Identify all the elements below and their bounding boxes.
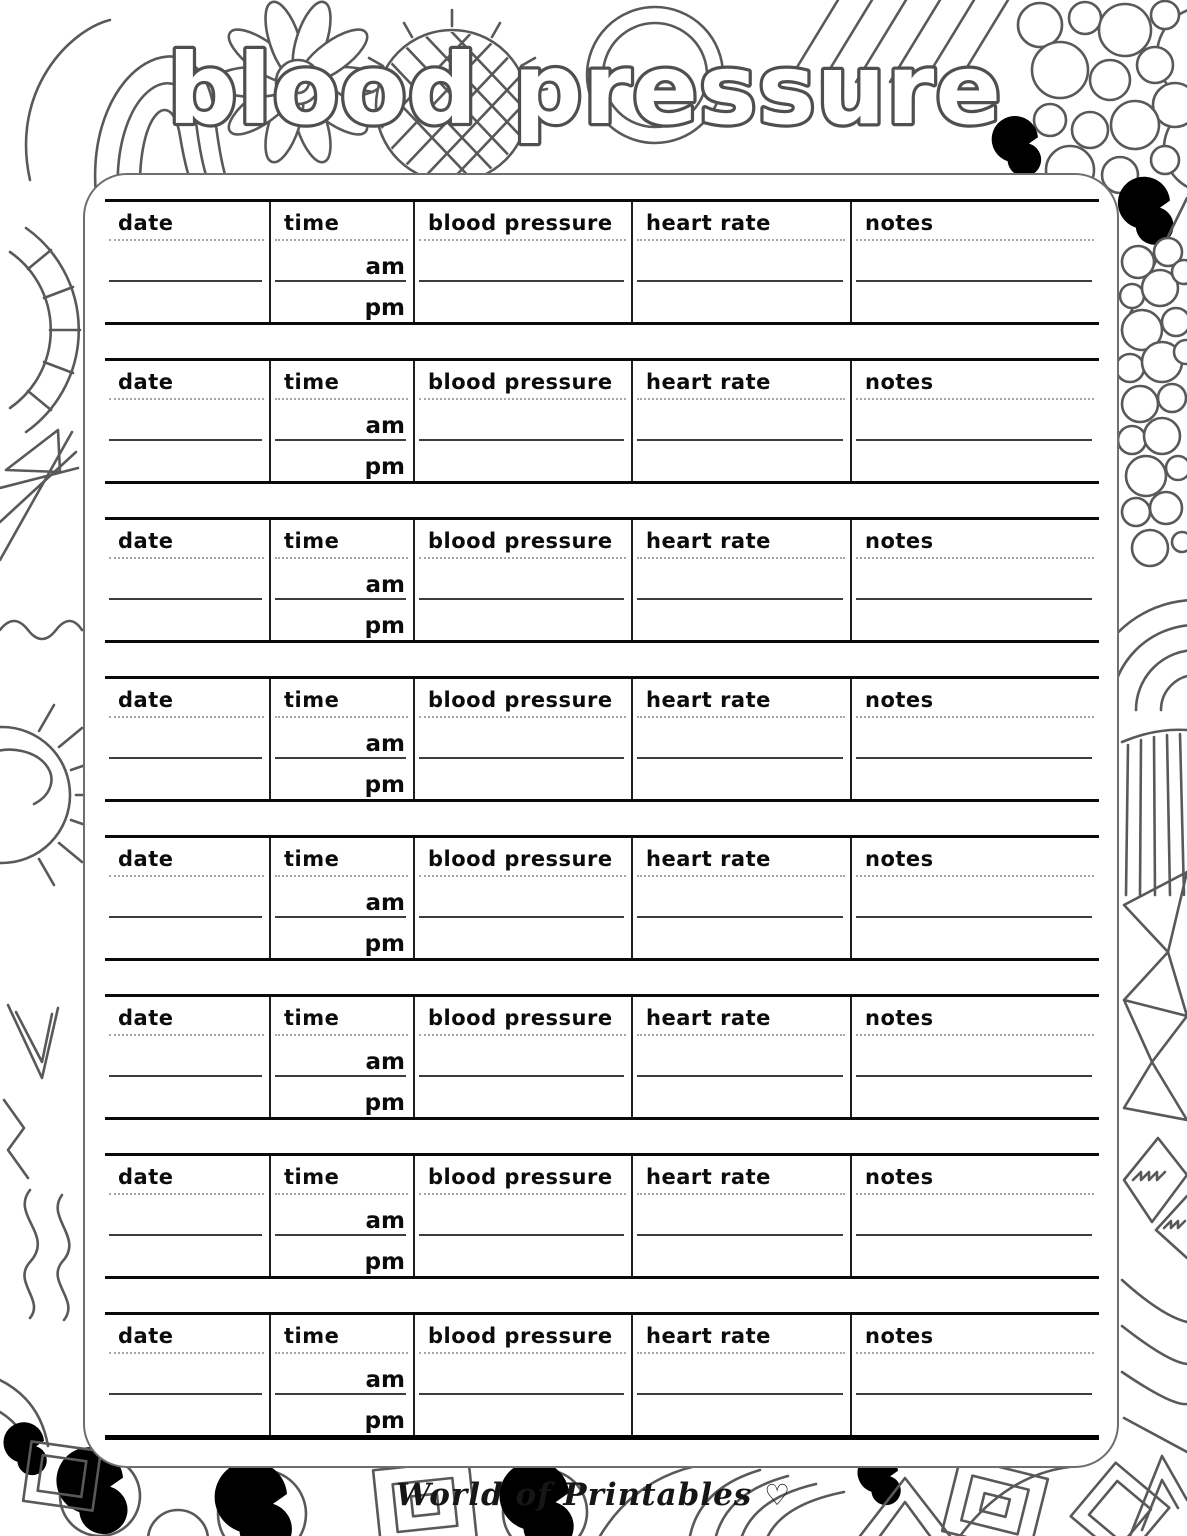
notes-field-pm bbox=[852, 1394, 1099, 1435]
header-row bbox=[105, 679, 1099, 717]
column-header-notes: notes bbox=[865, 1165, 934, 1189]
column-header-heart-rate: heart rate bbox=[646, 847, 771, 871]
time-field-pm bbox=[271, 1076, 415, 1117]
am-label: am bbox=[365, 413, 405, 439]
pm-entry-row bbox=[105, 1394, 1099, 1435]
date-field-pm bbox=[105, 917, 271, 958]
header-cell-date bbox=[105, 520, 271, 558]
am-label: am bbox=[365, 1367, 405, 1393]
heart-rate-field-pm bbox=[633, 1235, 852, 1276]
header-cell-heart-rate bbox=[633, 1315, 852, 1353]
pm-label: pm bbox=[364, 1408, 405, 1434]
column-header-notes: notes bbox=[865, 688, 934, 712]
column-header-time: time bbox=[284, 370, 340, 394]
am-label: am bbox=[365, 731, 405, 757]
column-header-time: time bbox=[284, 1006, 340, 1030]
notes-field-pm bbox=[852, 281, 1099, 322]
column-header-date: date bbox=[118, 1165, 174, 1189]
time-field-am bbox=[271, 1353, 415, 1394]
date-field-pm bbox=[105, 1235, 271, 1276]
header-cell-time bbox=[271, 361, 415, 399]
header-cell-notes bbox=[852, 679, 1099, 717]
heart-rate-field-pm bbox=[633, 1076, 852, 1117]
blood-pressure-field-am bbox=[415, 558, 633, 599]
header-cell-time bbox=[271, 679, 415, 717]
column-header-notes: notes bbox=[865, 211, 934, 235]
header-cell-notes bbox=[852, 1156, 1099, 1194]
column-header-heart-rate: heart rate bbox=[646, 1324, 771, 1348]
date-field-pm bbox=[105, 1076, 271, 1117]
header-cell-blood-pressure bbox=[415, 997, 633, 1035]
date-field-am bbox=[105, 876, 271, 917]
heart-rate-field-am bbox=[633, 1035, 852, 1076]
column-header-time: time bbox=[284, 688, 340, 712]
time-field-am bbox=[271, 717, 415, 758]
notes-field-am bbox=[852, 558, 1099, 599]
pm-label: pm bbox=[364, 295, 405, 321]
date-field-pm bbox=[105, 440, 271, 481]
column-header-time: time bbox=[284, 847, 340, 871]
column-header-blood-pressure: blood pressure bbox=[428, 529, 613, 553]
log-section bbox=[105, 994, 1099, 1120]
am-entry-row bbox=[105, 1035, 1099, 1076]
blood-pressure-field-pm bbox=[415, 440, 633, 481]
notes-field-pm bbox=[852, 1235, 1099, 1276]
pm-entry-row bbox=[105, 281, 1099, 322]
pm-label: pm bbox=[364, 931, 405, 957]
header-cell-notes bbox=[852, 202, 1099, 240]
notes-field-pm bbox=[852, 758, 1099, 799]
column-header-blood-pressure: blood pressure bbox=[428, 370, 613, 394]
log-section bbox=[105, 199, 1099, 325]
header-cell-blood-pressure bbox=[415, 1315, 633, 1353]
time-field-pm bbox=[271, 1235, 415, 1276]
log-sections bbox=[105, 199, 1099, 1440]
header-cell-blood-pressure bbox=[415, 838, 633, 876]
pm-entry-row bbox=[105, 599, 1099, 640]
blood-pressure-field-pm bbox=[415, 758, 633, 799]
am-label: am bbox=[365, 572, 405, 598]
date-field-pm bbox=[105, 599, 271, 640]
am-label: am bbox=[365, 890, 405, 916]
column-header-notes: notes bbox=[865, 1324, 934, 1348]
date-field-am bbox=[105, 399, 271, 440]
header-cell-notes bbox=[852, 1315, 1099, 1353]
column-header-time: time bbox=[284, 529, 340, 553]
header-cell-heart-rate bbox=[633, 1156, 852, 1194]
blood-pressure-field-am bbox=[415, 876, 633, 917]
time-field-am bbox=[271, 558, 415, 599]
notes-field-am bbox=[852, 399, 1099, 440]
notes-field-am bbox=[852, 1035, 1099, 1076]
time-field-pm bbox=[271, 758, 415, 799]
log-section bbox=[105, 517, 1099, 643]
am-label: am bbox=[365, 254, 405, 280]
notes-field-pm bbox=[852, 1076, 1099, 1117]
am-entry-row bbox=[105, 1194, 1099, 1235]
column-header-date: date bbox=[118, 847, 174, 871]
heart-icon: ♡ bbox=[764, 1478, 792, 1512]
log-section bbox=[105, 835, 1099, 961]
log-section bbox=[105, 676, 1099, 802]
time-field-pm bbox=[271, 440, 415, 481]
column-header-time: time bbox=[284, 211, 340, 235]
pm-label: pm bbox=[364, 772, 405, 798]
blood-pressure-field-pm bbox=[415, 917, 633, 958]
heart-rate-field-pm bbox=[633, 758, 852, 799]
time-field-am bbox=[271, 240, 415, 281]
column-header-date: date bbox=[118, 529, 174, 553]
am-entry-row bbox=[105, 876, 1099, 917]
column-header-heart-rate: heart rate bbox=[646, 211, 771, 235]
header-cell-notes bbox=[852, 361, 1099, 399]
column-header-date: date bbox=[118, 1324, 174, 1348]
blood-pressure-field-am bbox=[415, 1353, 633, 1394]
heart-rate-field-pm bbox=[633, 281, 852, 322]
notes-field-pm bbox=[852, 440, 1099, 481]
header-cell-date bbox=[105, 1315, 271, 1353]
time-field-pm bbox=[271, 1394, 415, 1435]
heart-rate-field-am bbox=[633, 1194, 852, 1235]
page-title-text: blood pressure bbox=[167, 33, 1003, 146]
notes-field-am bbox=[852, 1194, 1099, 1235]
header-row bbox=[105, 361, 1099, 399]
header-cell-notes bbox=[852, 997, 1099, 1035]
header-cell-date bbox=[105, 838, 271, 876]
header-cell-time bbox=[271, 838, 415, 876]
am-entry-row bbox=[105, 717, 1099, 758]
heart-rate-field-am bbox=[633, 558, 852, 599]
blood-pressure-field-pm bbox=[415, 599, 633, 640]
heart-rate-field-am bbox=[633, 1353, 852, 1394]
header-row bbox=[105, 202, 1099, 240]
notes-field-am bbox=[852, 240, 1099, 281]
heart-rate-field-pm bbox=[633, 440, 852, 481]
column-header-blood-pressure: blood pressure bbox=[428, 688, 613, 712]
log-section bbox=[105, 1312, 1099, 1440]
time-field-am bbox=[271, 1035, 415, 1076]
notes-field-am bbox=[852, 717, 1099, 758]
column-header-date: date bbox=[118, 688, 174, 712]
date-field-am bbox=[105, 1194, 271, 1235]
header-cell-time bbox=[271, 520, 415, 558]
heart-rate-field-am bbox=[633, 717, 852, 758]
pm-entry-row bbox=[105, 917, 1099, 958]
header-cell-heart-rate bbox=[633, 520, 852, 558]
header-cell-date bbox=[105, 361, 271, 399]
header-cell-time bbox=[271, 1156, 415, 1194]
date-field-am bbox=[105, 558, 271, 599]
header-cell-notes bbox=[852, 838, 1099, 876]
column-header-notes: notes bbox=[865, 370, 934, 394]
brand-name: World of Printables bbox=[395, 1477, 753, 1513]
pm-label: pm bbox=[364, 613, 405, 639]
column-header-heart-rate: heart rate bbox=[646, 529, 771, 553]
date-field-am bbox=[105, 240, 271, 281]
am-entry-row bbox=[105, 1353, 1099, 1394]
header-cell-blood-pressure bbox=[415, 679, 633, 717]
date-field-am bbox=[105, 1035, 271, 1076]
header-cell-heart-rate bbox=[633, 997, 852, 1035]
am-entry-row bbox=[105, 558, 1099, 599]
header-cell-time bbox=[271, 1315, 415, 1353]
date-field-pm bbox=[105, 758, 271, 799]
column-header-blood-pressure: blood pressure bbox=[428, 1165, 613, 1189]
time-field-pm bbox=[271, 599, 415, 640]
header-cell-blood-pressure bbox=[415, 1156, 633, 1194]
pm-label: pm bbox=[364, 454, 405, 480]
heart-rate-field-am bbox=[633, 399, 852, 440]
header-cell-date bbox=[105, 997, 271, 1035]
header-cell-heart-rate bbox=[633, 361, 852, 399]
column-header-date: date bbox=[118, 370, 174, 394]
header-cell-heart-rate bbox=[633, 202, 852, 240]
pm-entry-row bbox=[105, 440, 1099, 481]
heart-rate-field-pm bbox=[633, 917, 852, 958]
blood-pressure-field-pm bbox=[415, 1076, 633, 1117]
pm-entry-row bbox=[105, 1076, 1099, 1117]
notes-field-pm bbox=[852, 599, 1099, 640]
blood-pressure-field-am bbox=[415, 717, 633, 758]
pm-label: pm bbox=[364, 1090, 405, 1116]
am-label: am bbox=[365, 1049, 405, 1075]
time-field-am bbox=[271, 399, 415, 440]
blood-pressure-field-pm bbox=[415, 1235, 633, 1276]
column-header-heart-rate: heart rate bbox=[646, 370, 771, 394]
column-header-date: date bbox=[118, 1006, 174, 1030]
time-field-pm bbox=[271, 917, 415, 958]
pm-entry-row bbox=[105, 758, 1099, 799]
time-field-am bbox=[271, 876, 415, 917]
header-cell-blood-pressure bbox=[415, 361, 633, 399]
pm-entry-row bbox=[105, 1235, 1099, 1276]
pm-label: pm bbox=[364, 1249, 405, 1275]
date-field-pm bbox=[105, 1394, 271, 1435]
log-section bbox=[105, 1153, 1099, 1279]
column-header-date: date bbox=[118, 211, 174, 235]
column-header-time: time bbox=[284, 1324, 340, 1348]
heart-rate-field-pm bbox=[633, 1394, 852, 1435]
header-cell-time bbox=[271, 997, 415, 1035]
heart-rate-field-am bbox=[633, 240, 852, 281]
header-cell-date bbox=[105, 679, 271, 717]
time-field-pm bbox=[271, 281, 415, 322]
blood-pressure-field-pm bbox=[415, 281, 633, 322]
notes-field-am bbox=[852, 1353, 1099, 1394]
column-header-notes: notes bbox=[865, 529, 934, 553]
heart-rate-field-pm bbox=[633, 599, 852, 640]
header-row bbox=[105, 1315, 1099, 1353]
header-cell-date bbox=[105, 202, 271, 240]
header-cell-date bbox=[105, 1156, 271, 1194]
column-header-notes: notes bbox=[865, 847, 934, 871]
header-cell-heart-rate bbox=[633, 679, 852, 717]
column-header-heart-rate: heart rate bbox=[646, 1165, 771, 1189]
notes-field-pm bbox=[852, 917, 1099, 958]
am-entry-row bbox=[105, 399, 1099, 440]
column-header-blood-pressure: blood pressure bbox=[428, 1006, 613, 1030]
header-row bbox=[105, 997, 1099, 1035]
am-label: am bbox=[365, 1208, 405, 1234]
column-header-blood-pressure: blood pressure bbox=[428, 847, 613, 871]
blood-pressure-field-am bbox=[415, 399, 633, 440]
log-section bbox=[105, 358, 1099, 484]
header-row bbox=[105, 520, 1099, 558]
brand-logo bbox=[0, 1477, 1187, 1513]
am-entry-row bbox=[105, 240, 1099, 281]
header-cell-heart-rate bbox=[633, 838, 852, 876]
notes-field-am bbox=[852, 876, 1099, 917]
header-row bbox=[105, 1156, 1099, 1194]
header-cell-blood-pressure bbox=[415, 202, 633, 240]
column-header-notes: notes bbox=[865, 1006, 934, 1030]
blood-pressure-field-pm bbox=[415, 1394, 633, 1435]
log-card bbox=[83, 173, 1119, 1468]
blood-pressure-field-am bbox=[415, 1194, 633, 1235]
column-header-blood-pressure: blood pressure bbox=[428, 1324, 613, 1348]
date-field-pm bbox=[105, 281, 271, 322]
header-cell-blood-pressure bbox=[415, 520, 633, 558]
column-header-heart-rate: heart rate bbox=[646, 1006, 771, 1030]
blood-pressure-field-am bbox=[415, 240, 633, 281]
column-header-heart-rate: heart rate bbox=[646, 688, 771, 712]
page-title bbox=[0, 0, 1187, 170]
heart-rate-field-am bbox=[633, 876, 852, 917]
header-cell-notes bbox=[852, 520, 1099, 558]
time-field-am bbox=[271, 1194, 415, 1235]
date-field-am bbox=[105, 717, 271, 758]
date-field-am bbox=[105, 1353, 271, 1394]
column-header-time: time bbox=[284, 1165, 340, 1189]
blood-pressure-field-am bbox=[415, 1035, 633, 1076]
column-header-blood-pressure: blood pressure bbox=[428, 211, 613, 235]
header-cell-time bbox=[271, 202, 415, 240]
header-row bbox=[105, 838, 1099, 876]
